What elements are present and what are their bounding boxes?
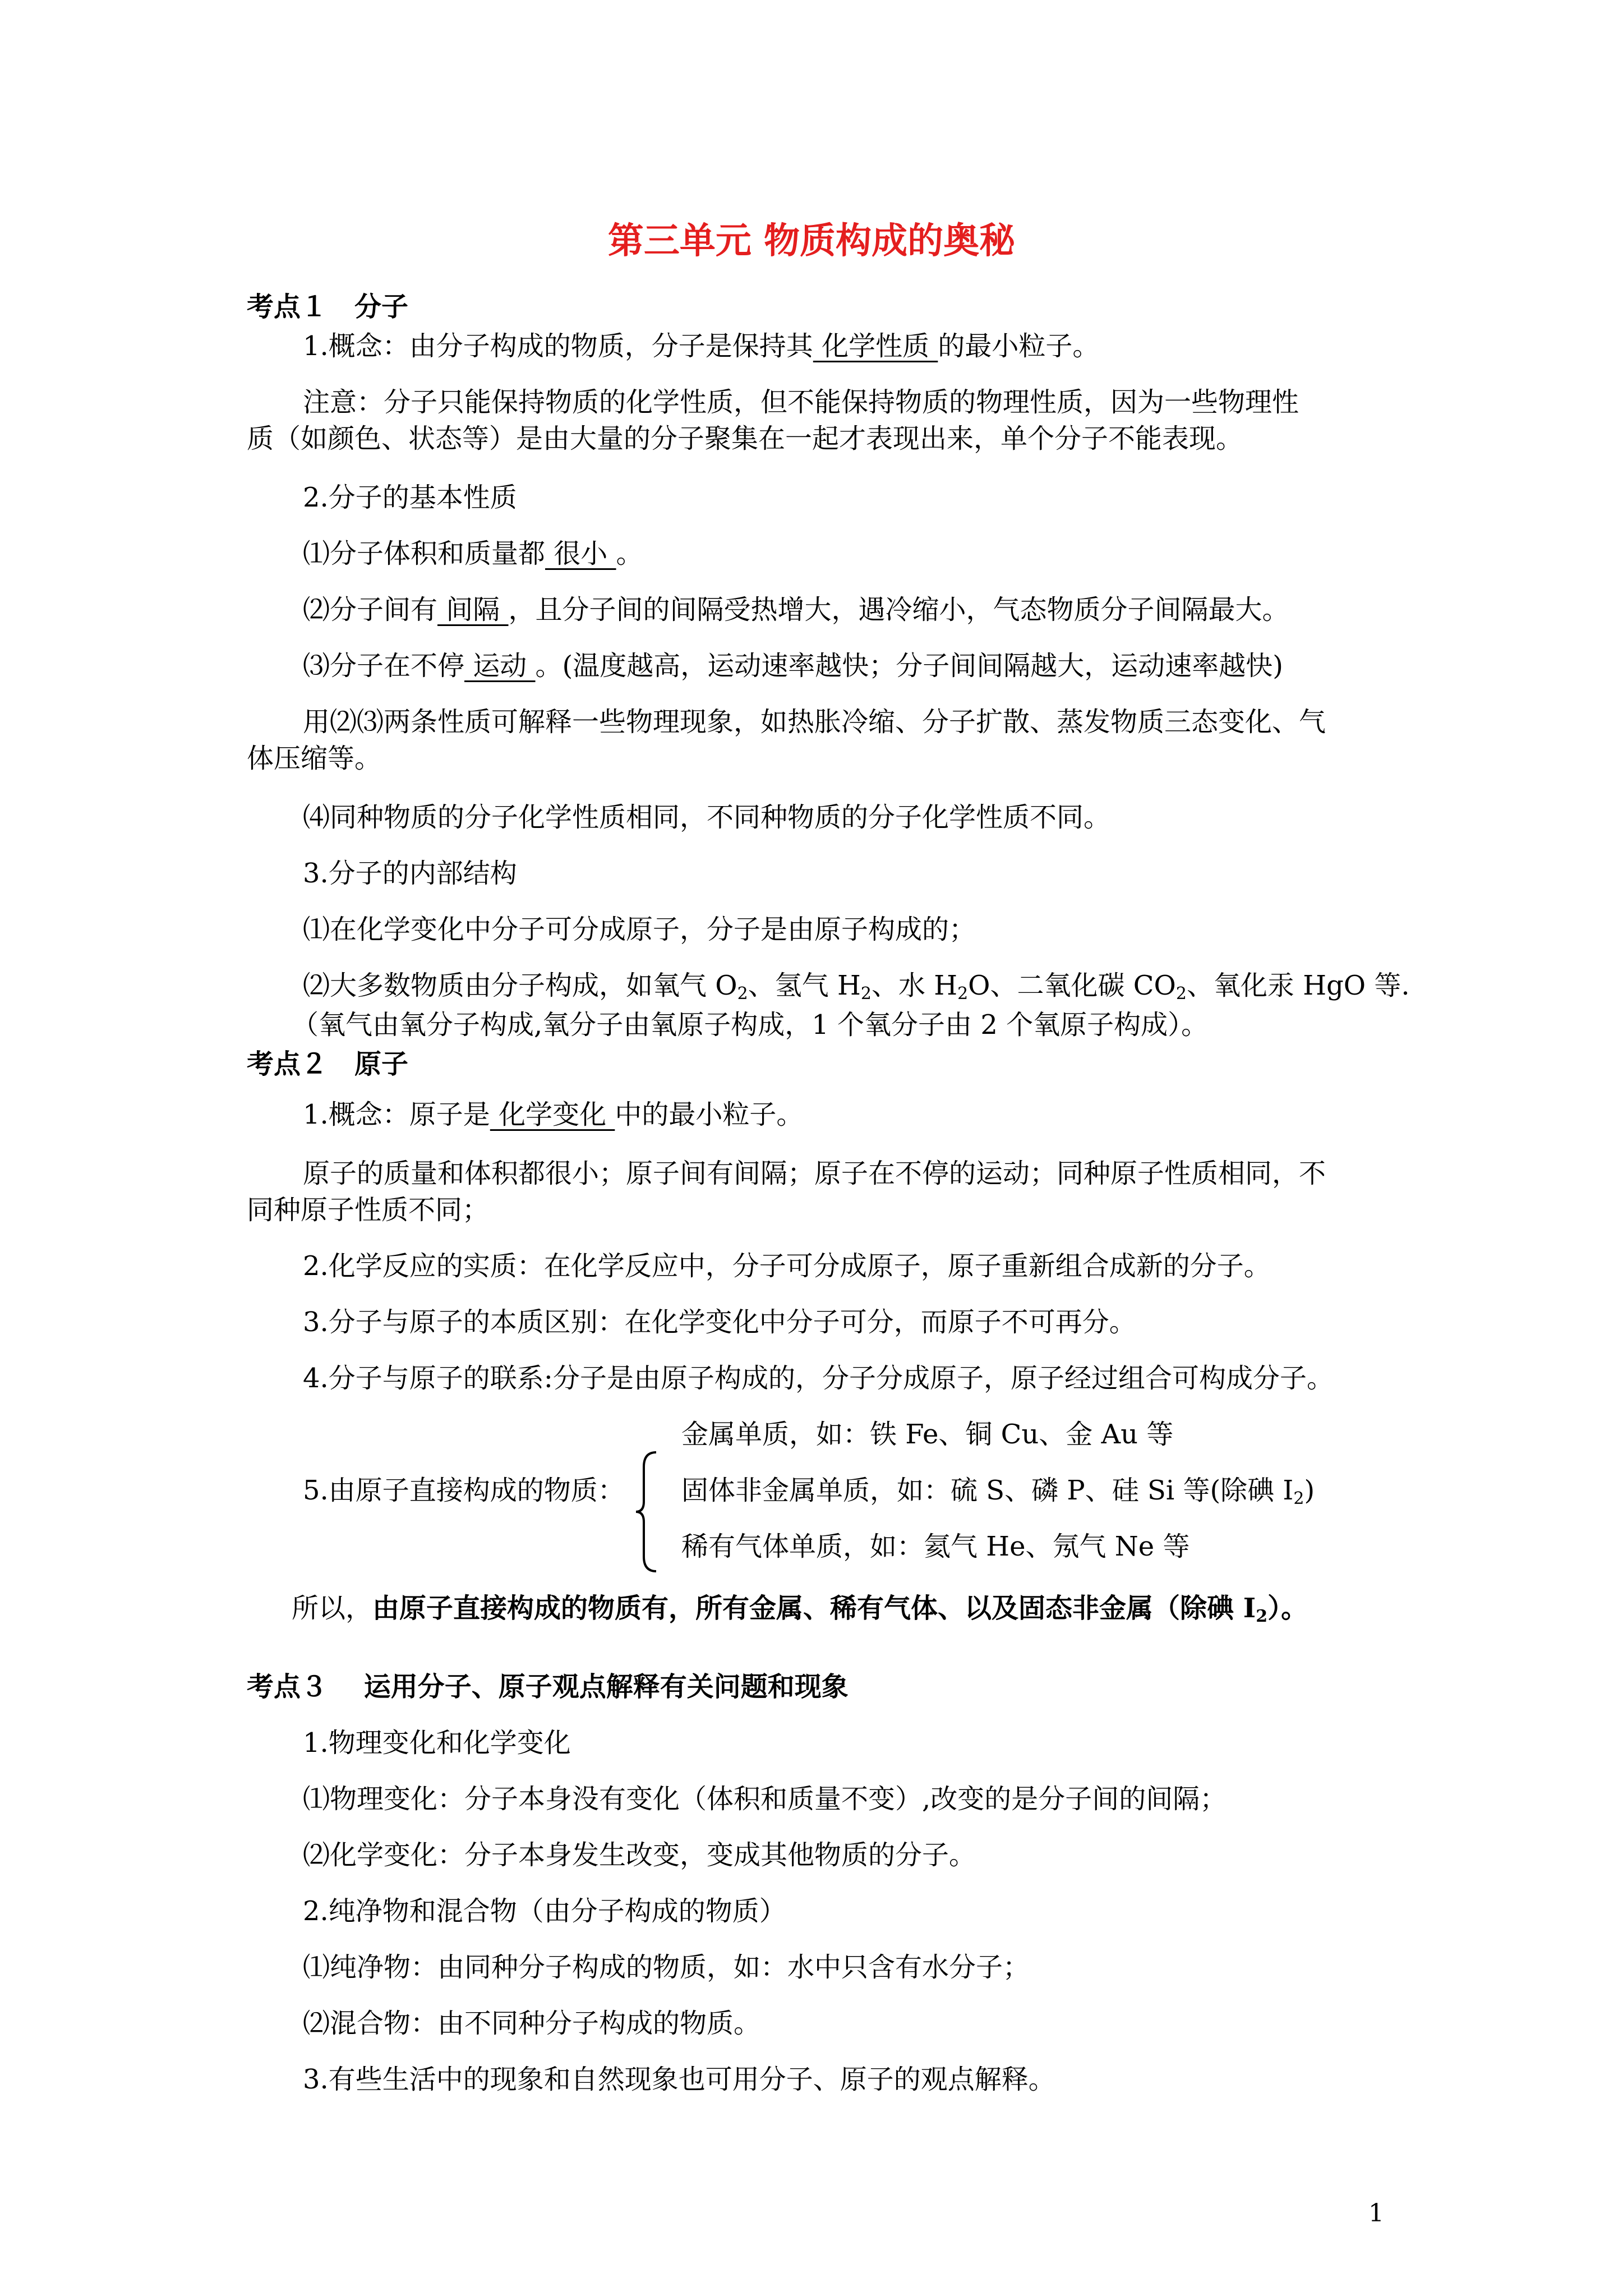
paragraph: ⑴物理变化：分子本身没有变化（体积和质量不变）,改变的是分子间的间隔； bbox=[303, 1783, 1227, 1815]
section-heading-atom: 考点２ 原子 bbox=[247, 1048, 409, 1080]
underlined-answer: 化学性质 bbox=[813, 330, 938, 362]
paragraph: ⑴纯净物：由同种分子构成的物质，如：水中只含有水分子； bbox=[303, 1952, 1030, 1983]
paragraph: 1.概念：由分子构成的物质，分子是保持其 化学性质 的最小粒子。 bbox=[303, 330, 1100, 362]
paragraph: 3.分子的内部结构 bbox=[303, 858, 517, 889]
list-item: 金属单质，如：铁 Fe、铜 Cu、金 Au 等 bbox=[681, 1419, 1174, 1450]
paragraph: 2.化学反应的实质：在化学反应中，分子可分成原子，原子重新组合成新的分子。 bbox=[303, 1250, 1271, 1282]
section-heading-molecule: 考点１ 分子 bbox=[247, 291, 409, 323]
paragraph: ⑵化学变化：分子本身发生改变，变成其他物质的分子。 bbox=[303, 1839, 976, 1871]
paragraph: （氧气由氧分子构成,氧分子由氧原子构成，1 个氧分子由 2 个氧原子构成）。 bbox=[292, 1009, 1209, 1041]
underlined-answer: 间隔 bbox=[437, 594, 509, 625]
paragraph: ⑵混合物：由不同种分子构成的物质。 bbox=[303, 2008, 761, 2039]
paragraph: ⑵大多数物质由分子构成，如氧气 $O_2$、氢气 $H_2$、水 $H_2O$、二氧化碳 $CO_2$、氧化汞 HgO 等. bbox=[303, 970, 1410, 1004]
paragraph: 3.有些生活中的现象和自然现象也可用分子、原子的观点解释。 bbox=[303, 2064, 1055, 2095]
paragraph: 用⑵⑶两条性质可解释一些物理现象，如热胀冷缩、分子扩散、蒸发物质三态变化、气 bbox=[303, 706, 1326, 738]
brace-icon bbox=[634, 1450, 660, 1573]
paragraph: 所以，由原子直接构成的物质有，所有金属、稀有气体、以及固态非金属（除碘 $I_2$）。 bbox=[292, 1593, 1308, 1626]
paragraph: ⑴分子体积和质量都 很小 。 bbox=[303, 538, 643, 569]
paragraph: ⑷同种物质的分子化学性质相同，不同种物质的分子化学性质不同。 bbox=[303, 802, 1111, 833]
underlined-answer: 运动 bbox=[464, 650, 536, 682]
paragraph: 3.分子与原子的本质区别：在化学变化中分子可分，而原子不可再分。 bbox=[303, 1306, 1136, 1338]
paragraph: 质（如颜色、状态等）是由大量的分子聚集在一起才表现出来，单个分子不能表现。 bbox=[247, 423, 1243, 454]
paragraph: 1.概念：原子是 化学变化 中的最小粒子。 bbox=[303, 1099, 804, 1130]
list-item: 稀有气体单质，如：氦气 He、氖气 Ne 等 bbox=[681, 1531, 1190, 1562]
paragraph: 注意：分子只能保持物质的化学性质，但不能保持物质的物理性质，因为一些物理性 bbox=[303, 386, 1299, 418]
page-number: 1 bbox=[1368, 2199, 1384, 2228]
section-heading-explain: 考点３ 运用分子、原子观点解释有关问题和现象 bbox=[247, 1671, 849, 1703]
page-title: 第三单元 物质构成的奥秘 bbox=[607, 220, 1016, 262]
paragraph: ⑵分子间有 间隔 ，且分子间的间隔受热增大，遇冷缩小，气态物质分子间隔最大。 bbox=[303, 594, 1289, 625]
paragraph: 2.纯净物和混合物（由分子构成的物质） bbox=[303, 1895, 786, 1927]
paragraph: 5.由原子直接构成的物质： bbox=[303, 1475, 625, 1506]
paragraph: ⑶分子在不停 运动 。(温度越高，运动速率越快；分子间间隔越大，运动速率越快) bbox=[303, 650, 1284, 682]
list-item: 固体非金属单质，如：硫 S、磷 P、硅 Si 等(除碘 $I_2$) bbox=[681, 1475, 1315, 1508]
paragraph: 同种原子性质不同； bbox=[247, 1194, 490, 1226]
underlined-answer: 化学变化 bbox=[490, 1099, 615, 1130]
paragraph: ⑴在化学变化中分子可分成原子，分子是由原子构成的； bbox=[303, 914, 976, 945]
paragraph: 原子的质量和体积都很小；原子间有间隔；原子在不停的运动；同种原子性质相同，不 bbox=[303, 1158, 1326, 1189]
paragraph: 体压缩等。 bbox=[247, 743, 382, 774]
underlined-answer: 很小 bbox=[545, 538, 616, 569]
paragraph: 1.物理变化和化学变化 bbox=[303, 1727, 571, 1759]
paragraph: 2.分子的基本性质 bbox=[303, 482, 517, 513]
paragraph: 4.分子与原子的联系:分子是由原子构成的，分子分成原子，原子经过组合可构成分子。 bbox=[303, 1363, 1334, 1394]
